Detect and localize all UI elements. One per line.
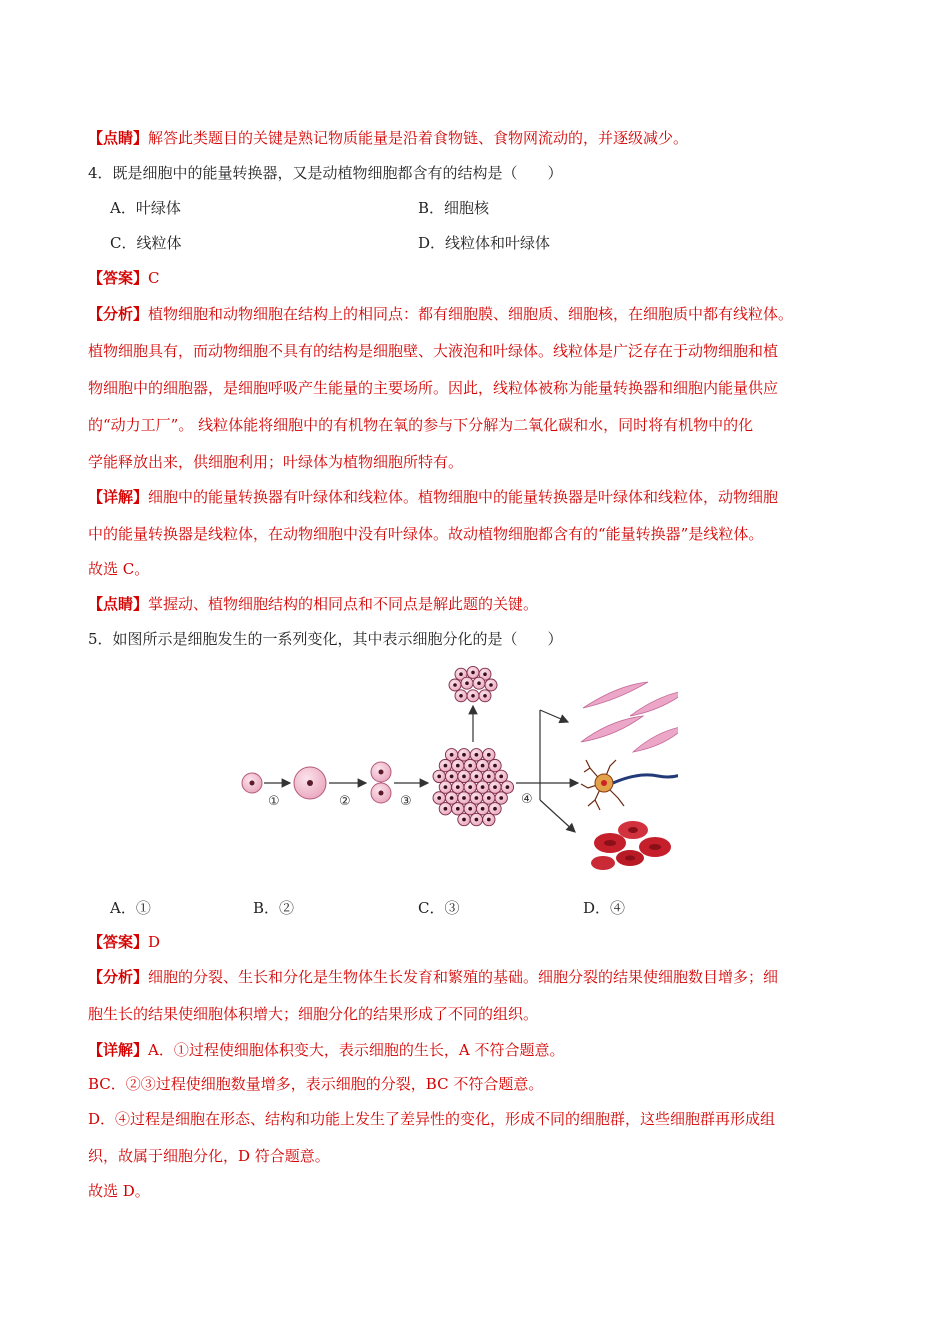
arrow bbox=[540, 710, 568, 722]
q4-analysis-line: 植物细胞具有，而动物细胞不具有的结构是细胞壁、大液泡和叶绿体。线粒体是广泛存在于动物细胞和植 bbox=[88, 342, 779, 360]
q5-answer: 【答案】D bbox=[88, 933, 161, 951]
q4-option-a: A．叶绿体 bbox=[110, 199, 181, 217]
q4-analysis-line: 物细胞中的细胞器，是细胞呼吸产生能量的主要场所。因此，线粒体被称为能量转换器和细胞内能量供应 bbox=[88, 379, 779, 397]
q5-option-d: D．④ bbox=[583, 899, 626, 917]
cell-nucleus bbox=[481, 785, 485, 789]
cell-nucleus bbox=[450, 753, 454, 757]
label-3: ③ bbox=[400, 794, 412, 809]
arrow bbox=[540, 800, 575, 832]
two-cells bbox=[371, 762, 391, 803]
cell-nucleus bbox=[487, 753, 491, 757]
cell-nucleus bbox=[487, 796, 491, 800]
cell-mass bbox=[433, 749, 514, 826]
cell-nucleus bbox=[493, 807, 497, 811]
cell-nucleus bbox=[477, 681, 481, 685]
cell-nucleus bbox=[481, 807, 485, 811]
q5-analysis-line: 【分析】细胞的分裂、生长和分化是生物体生长发育和繁殖的基础。细胞分裂的结果使细胞数目增多；细 bbox=[88, 968, 779, 986]
cell-nucleus bbox=[471, 671, 475, 675]
q4-analysis-line: 学能释放出来，供细胞利用；叶绿体为植物细胞所特有。 bbox=[88, 453, 464, 471]
q4-detail-line: 中的能量转换器是线粒体，在动物细胞中没有叶绿体。故动植物细胞都含有的“能量转换器”是线粒体。 bbox=[88, 525, 764, 543]
q4-dianjing: 【点睛】掌握动、植物细胞结构的相同点和不同点是解此题的关键。 bbox=[88, 595, 539, 613]
cell-nucleus bbox=[487, 775, 491, 779]
q5-detail-line: BC．②③过程使细胞数量增多，表示细胞的分裂，BC 不符合题意。 bbox=[88, 1075, 544, 1093]
cell-nucleus bbox=[459, 694, 463, 698]
cell-nucleus bbox=[456, 785, 460, 789]
cell-change-diagram bbox=[238, 660, 678, 875]
cell-nucleus bbox=[468, 764, 472, 768]
cell-nucleus bbox=[471, 694, 475, 698]
cell-nucleus bbox=[437, 775, 441, 779]
cell-nucleus bbox=[475, 796, 479, 800]
q4-option-c: C．线粒体 bbox=[110, 234, 182, 252]
cell-nucleus bbox=[489, 683, 493, 687]
cell-nucleus bbox=[506, 785, 510, 789]
cell-nucleus bbox=[462, 775, 466, 779]
single-cell-small bbox=[242, 773, 262, 793]
cell-nucleus bbox=[444, 807, 448, 811]
cell-cluster bbox=[449, 666, 497, 701]
q4-answer: 【答案】C bbox=[88, 269, 160, 287]
cell-nucleus bbox=[444, 764, 448, 768]
cell-nucleus bbox=[493, 764, 497, 768]
cell-nucleus bbox=[462, 753, 466, 757]
q4-analysis-line: 【分析】植物细胞和动物细胞在结构上的相同点：都有细胞膜、细胞质、细胞核，在细胞质中都有线粒体。 bbox=[88, 305, 794, 323]
cell-nucleus bbox=[475, 753, 479, 757]
cell-nucleus bbox=[462, 818, 466, 822]
q5-stem: 5．如图所示是细胞发生的一系列变化，其中表示细胞分化的是（ ） bbox=[88, 630, 563, 648]
cell-nucleus bbox=[450, 775, 454, 779]
q4-option-b: B．细胞核 bbox=[418, 199, 490, 217]
cell-nucleus bbox=[483, 672, 487, 676]
cell-nucleus bbox=[487, 818, 491, 822]
label-4: ④ bbox=[521, 792, 533, 807]
q5-detail-line: 故选 D。 bbox=[88, 1182, 150, 1200]
cell-nucleus bbox=[475, 818, 479, 822]
cell-nucleus bbox=[456, 807, 460, 811]
cell-nucleus bbox=[450, 796, 454, 800]
q5-detail-line: 织，故属于细胞分化，D 符合题意。 bbox=[88, 1147, 330, 1165]
cell-nucleus bbox=[468, 785, 472, 789]
q5-option-a: A．① bbox=[110, 899, 151, 917]
cell-nucleus bbox=[468, 807, 472, 811]
cell-nucleus bbox=[456, 764, 460, 768]
q5-option-b: B．② bbox=[253, 899, 295, 917]
cell-nucleus bbox=[499, 775, 503, 779]
q4-option-d: D．线粒体和叶绿体 bbox=[418, 234, 551, 252]
muscle-cells-icon bbox=[581, 682, 678, 752]
q4-stem: 4．既是细胞中的能量转换器，又是动植物细胞都含有的结构是（ ） bbox=[88, 164, 563, 182]
cell-nucleus bbox=[437, 796, 441, 800]
cell-nucleus bbox=[462, 796, 466, 800]
q4-detail-line: 故选 C。 bbox=[88, 560, 150, 578]
red-blood-cells-icon bbox=[591, 821, 671, 870]
q5-detail-line: D．④过程是细胞在形态、结构和功能上发生了差异性的变化，形成不同的细胞群，这些细胞群再形成组 bbox=[88, 1110, 776, 1128]
q4-detail-line: 【详解】细胞中的能量转换器有叶绿体和线粒体。植物细胞中的能量转换器是叶绿体和线粒体，动物细胞 bbox=[88, 488, 779, 506]
cell-nucleus bbox=[459, 672, 463, 676]
label-1: ① bbox=[268, 794, 280, 809]
q5-detail-line: 【详解】A．①过程使细胞体积变大，表示细胞的生长，A 不符合题意。 bbox=[88, 1041, 565, 1059]
q5-analysis-line: 胞生长的结果使细胞体积增大；细胞分化的结果形成了不同的组织。 bbox=[88, 1005, 539, 1023]
label-2: ② bbox=[339, 794, 351, 809]
cell-nucleus bbox=[481, 764, 485, 768]
cell-nucleus bbox=[499, 796, 503, 800]
cell-nucleus bbox=[493, 785, 497, 789]
cell-nucleus bbox=[465, 681, 469, 685]
cell-nucleus bbox=[444, 785, 448, 789]
cell-nucleus bbox=[483, 694, 487, 698]
neuron-icon bbox=[581, 760, 678, 810]
q3-dianjing: 【点睛】解答此类题目的关键是熟记物质能量是沿着食物链、食物网流动的，并逐级减少。 bbox=[88, 129, 689, 147]
q5-option-c: C．③ bbox=[418, 899, 460, 917]
single-cell-large bbox=[294, 767, 326, 799]
cell-nucleus bbox=[453, 683, 457, 687]
cell-nucleus bbox=[475, 775, 479, 779]
q4-analysis-line: 的“动力工厂”。 线粒体能将细胞中的有机物在氧的参与下分解为二氧化碳和水，同时将有机物中的化 bbox=[88, 416, 754, 434]
